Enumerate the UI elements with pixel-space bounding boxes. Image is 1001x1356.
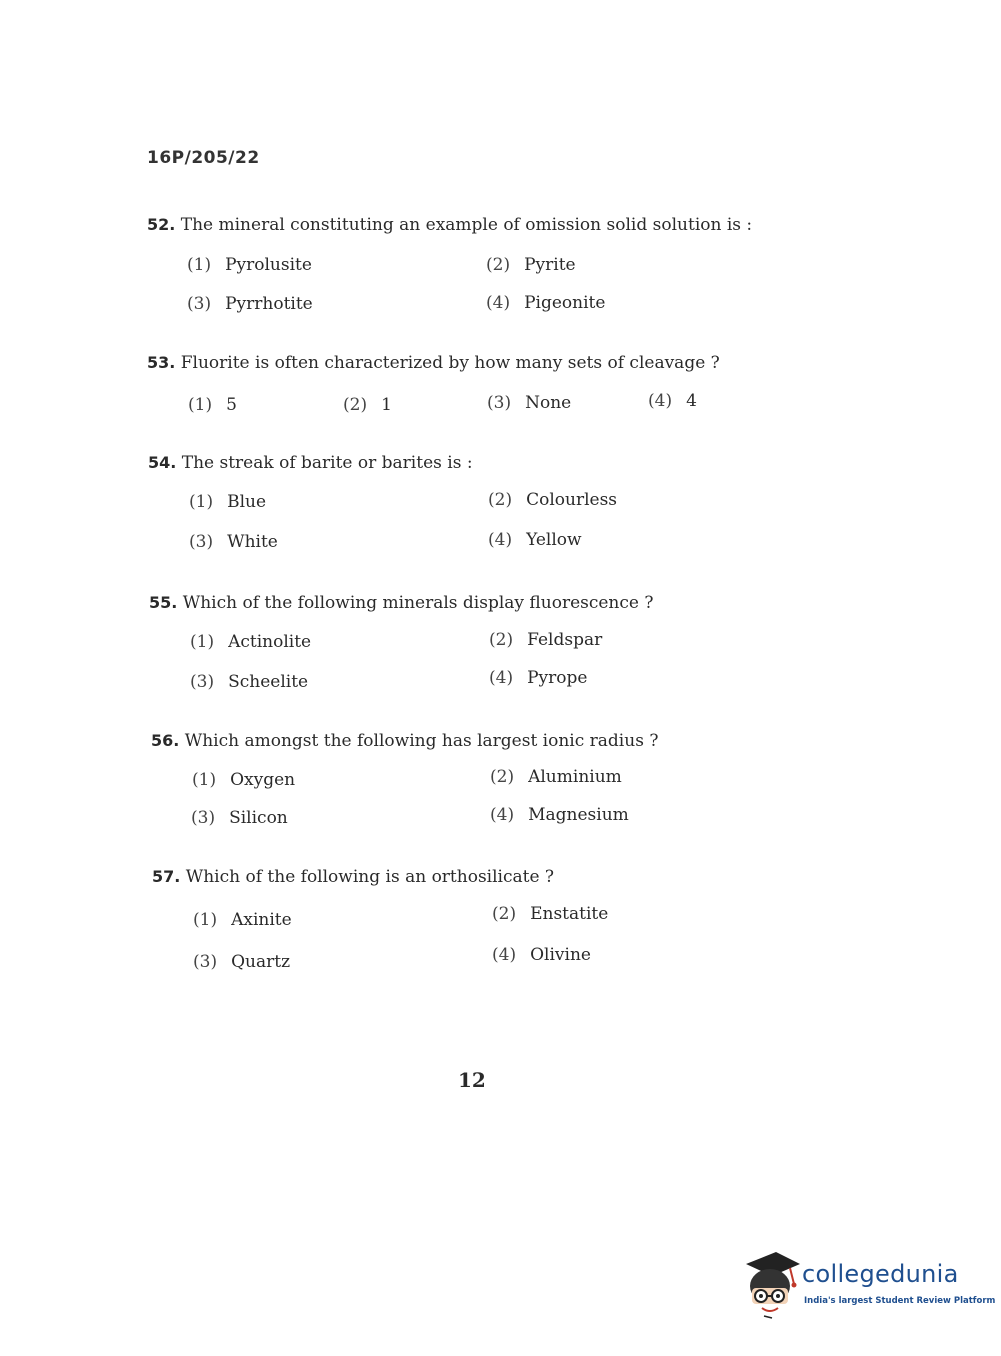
- question-52: [147, 215, 752, 235]
- option-57-3: (3) Quartz: [193, 952, 291, 972]
- page-number: 12: [458, 1068, 486, 1092]
- question-57: [152, 867, 554, 887]
- option-53-4: (4) 4: [648, 391, 697, 411]
- option-57-4: (4) Olivine: [492, 945, 591, 965]
- option-54-1: (1) Blue: [189, 492, 267, 512]
- question-text: Which of the following is an orthosilicate ?: [185, 867, 555, 887]
- question-text: Fluorite is often characterized by how many sets of cleavage ?: [180, 353, 720, 373]
- logo-wordmark: collegedunia: [802, 1260, 959, 1288]
- question-number: 53.: [147, 353, 176, 372]
- collegedunia-logo: [742, 1250, 996, 1320]
- question-text: Which amongst the following has largest ionic radius ?: [184, 731, 659, 751]
- option-54-4: (4) Yellow: [488, 530, 582, 550]
- option-56-4: (4) Magnesium: [490, 805, 629, 825]
- option-56-1: (1) Oxygen: [192, 770, 296, 790]
- question-53: [147, 353, 720, 373]
- question-text: The streak of barite or barites is :: [181, 453, 473, 473]
- paper-code: 16P/205/22: [147, 148, 260, 168]
- logo-tagline: India's largest Student Review Platform: [804, 1296, 996, 1306]
- question-55: [149, 593, 653, 613]
- option-52-4: (4) Pigeonite: [486, 293, 606, 313]
- question-number: 56.: [151, 731, 180, 750]
- option-55-4: (4) Pyrope: [489, 668, 588, 688]
- question-number: 55.: [149, 593, 178, 612]
- option-56-3: (3) Silicon: [191, 808, 288, 828]
- option-53-1: (1) 5: [188, 395, 237, 415]
- option-57-1: (1) Axinite: [193, 910, 292, 930]
- option-54-2: (2) Colourless: [488, 490, 618, 510]
- question-56: [151, 731, 658, 751]
- option-55-1: (1) Actinolite: [190, 632, 312, 652]
- option-55-3: (3) Scheelite: [190, 672, 309, 692]
- option-53-3: (3) None: [487, 393, 572, 413]
- question-text: Which of the following minerals display fluorescence ?: [182, 593, 654, 613]
- question-number: 52.: [147, 215, 176, 234]
- option-53-2: (2) 1: [343, 395, 392, 415]
- option-57-2: (2) Enstatite: [492, 904, 609, 924]
- question-text: The mineral constituting an example of omission solid solution is :: [180, 215, 753, 235]
- option-52-3: (3) Pyrrhotite: [187, 294, 313, 314]
- mascot-icon: [742, 1250, 802, 1320]
- option-52-1: (1) Pyrolusite: [187, 255, 312, 275]
- question-54: [148, 453, 473, 473]
- option-56-2: (2) Aluminium: [490, 767, 622, 787]
- option-55-2: (2) Feldspar: [489, 630, 603, 650]
- question-number: 57.: [152, 867, 181, 886]
- option-52-2: (2) Pyrite: [486, 255, 576, 275]
- option-54-3: (3) White: [189, 532, 278, 552]
- question-number: 54.: [148, 453, 177, 472]
